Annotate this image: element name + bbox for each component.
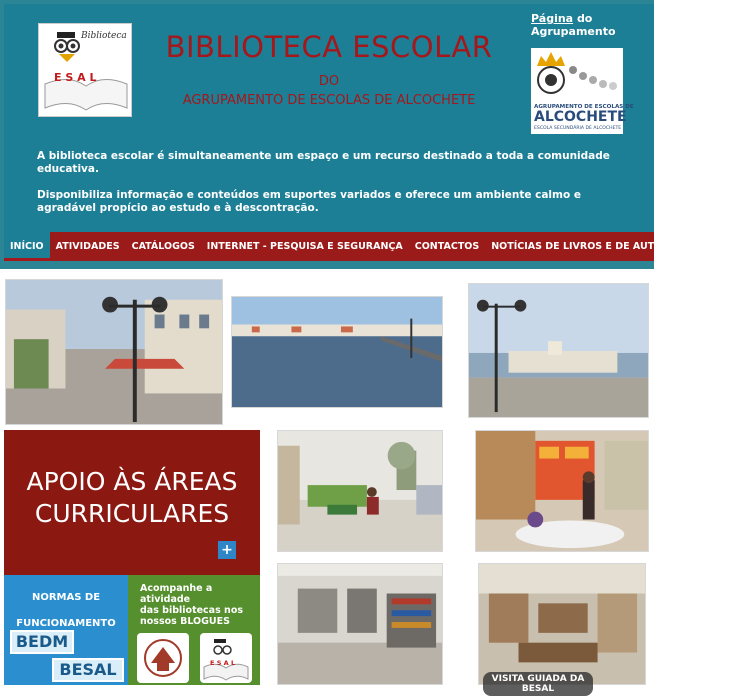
menu-item-2[interactable]: ATIVIDADES bbox=[55, 241, 120, 252]
apoio-title-line1: APOIO ÀS ÁREAS bbox=[26, 467, 238, 496]
header-banner bbox=[4, 4, 654, 232]
menu-item-4[interactable]: INTERNET - PESQUISA E SEGURANÇA bbox=[206, 241, 403, 252]
blog-bedm-link[interactable] bbox=[137, 633, 189, 683]
blog-besal-link[interactable] bbox=[200, 633, 252, 683]
title-connector: DO bbox=[318, 74, 340, 89]
svg-text:ALCOCHETE: ALCOCHETE bbox=[534, 109, 627, 125]
blogs-text bbox=[140, 583, 258, 627]
svg-text:Biblioteca: Biblioteca bbox=[81, 31, 127, 41]
photo-library-shelves bbox=[277, 563, 443, 685]
apoio-title bbox=[4, 466, 260, 530]
bedm-button[interactable]: BEDM bbox=[10, 630, 74, 654]
visita-guiada-label[interactable]: VISITA GUIADA DA BESAL bbox=[483, 672, 593, 696]
menu-item-7[interactable]: Outras bbox=[694, 241, 732, 252]
menu-item-6[interactable]: NOTÍCIAS DE LIVROS E DE AUTORES bbox=[491, 241, 683, 252]
blogs-panel bbox=[128, 575, 260, 685]
photo-riverside-lamp bbox=[468, 283, 649, 418]
menu-item-5[interactable]: CONTACTOS bbox=[414, 241, 480, 252]
normas-panel[interactable] bbox=[4, 575, 128, 685]
photo-library-interior[interactable] bbox=[478, 563, 646, 685]
photo-river-pier bbox=[231, 296, 443, 408]
library-logo[interactable] bbox=[38, 23, 132, 117]
normas-line2: FUNCIONAMENTO bbox=[16, 618, 116, 629]
menu-item-3[interactable]: CATÁLOGOS bbox=[131, 241, 195, 252]
svg-text:ESCOLA SECUNDÁRIA DE ALCOCHETE: ESCOLA SECUNDÁRIA DE ALCOCHETE bbox=[534, 126, 622, 131]
intro-paragraph-2: Disponibiliza informação e conteúdos em suportes variados e oferece um ambiente calmo e agradável propício ao estudo e à descontração. bbox=[37, 189, 581, 214]
page-subtitle: AGRUPAMENTO DE ESCOLAS DE ALCOCHETE bbox=[182, 93, 476, 108]
page-title: BIBLIOTECA ESCOLAR bbox=[165, 30, 493, 64]
intro-text bbox=[37, 150, 627, 228]
besal-button[interactable]: BESAL bbox=[52, 658, 124, 682]
photo-library-reading-area bbox=[277, 430, 443, 552]
agrupamento-logo[interactable] bbox=[531, 48, 634, 134]
normas-line1: NORMAS DE bbox=[31, 592, 101, 603]
photo-town-square bbox=[5, 279, 223, 425]
svg-text:AGRUPAMENTO DE ESCOLAS DE: AGRUPAMENTO DE ESCOLAS DE bbox=[534, 104, 634, 110]
expand-plus-button[interactable]: + bbox=[218, 541, 236, 559]
agrupamento-link-rest: do Agrupamento bbox=[531, 12, 616, 38]
photo-children-reading bbox=[475, 430, 649, 552]
intro-paragraph-1: A biblioteca escolar é simultaneamente um espaço e um recurso destinado a toda a comunidade educativa. bbox=[37, 150, 610, 175]
menu-item-1[interactable]: INÍCIO bbox=[4, 232, 50, 261]
apoio-title-line2: CURRICULARES bbox=[34, 499, 230, 528]
apoio-curricular-panel[interactable] bbox=[4, 430, 260, 575]
agrupamento-link-block bbox=[531, 12, 651, 38]
blogs-text-line1: Acompanhe a atividade bbox=[140, 583, 213, 605]
svg-text:E S A L: E S A L bbox=[210, 659, 236, 667]
header bbox=[0, 0, 732, 269]
main-menu bbox=[4, 232, 732, 261]
svg-text:E S A L: E S A L bbox=[54, 71, 97, 84]
blogs-text-line2: das bibliotecas nos nossos BLOGUES bbox=[140, 605, 244, 627]
agrupamento-page-link[interactable]: Página bbox=[531, 12, 574, 25]
